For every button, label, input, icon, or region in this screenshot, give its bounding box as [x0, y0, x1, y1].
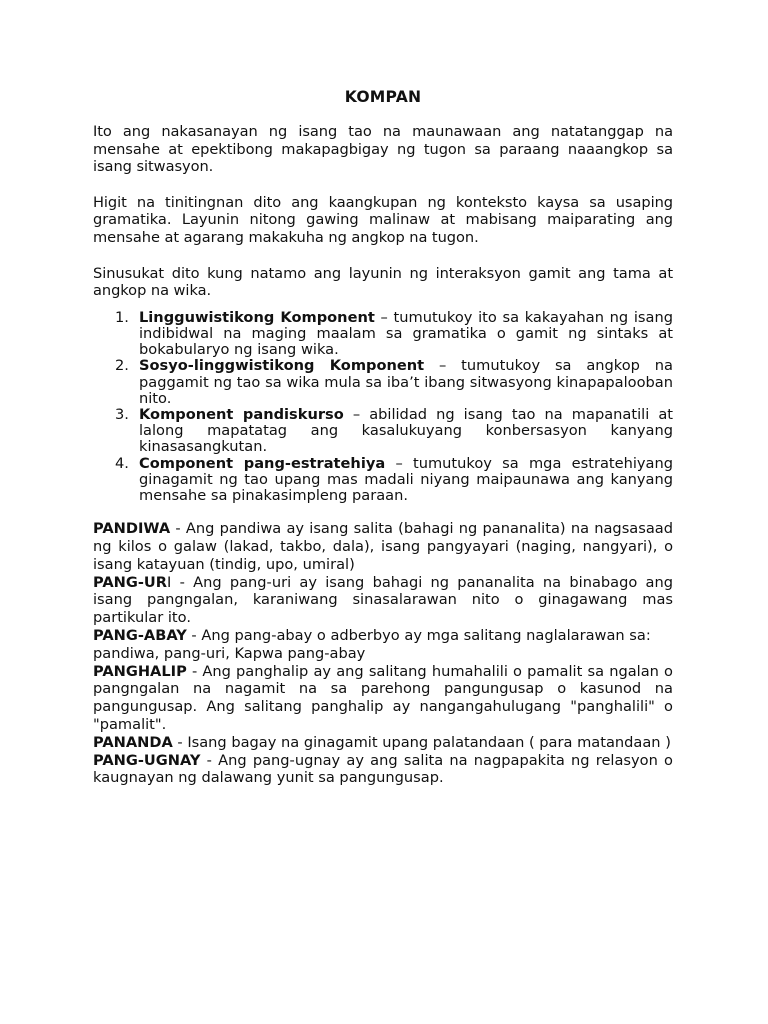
definition-panghalip [93, 663, 673, 734]
definition-text: - Ang pandiwa ay isang salita (bahagi ng pananalita) na nagsasaad ng kilos o galaw (lakad, takbo, dala), isang pangyayari (naging, nangyari), o isang katayuan (tindig, upo, umiral) [93, 520, 673, 573]
list-number: 2. [115, 357, 129, 375]
component-description: – tumutukoy ito sa kakayahan ng isang indibidwal na maging maalam sa gramatika o gamit ng sintaks at bokabularyo ng isang wika. [139, 308, 673, 359]
component-term: Component pang-estratehiya [139, 454, 386, 472]
component-description: – abilidad ng isang tao na mapanatili at lalong mapatatag ang kasalukuyang konbersasyon kanyang kinasasangkutan. [139, 405, 673, 456]
definition-pang-abay [93, 627, 673, 645]
definition-text: - Ang pang-ugnay ay ang salita na nagpapakita ng relasyon o kaugnayan ng dalawang yunit sa pangungusap. [93, 751, 673, 787]
list-number: 1. [115, 308, 129, 326]
list-item [93, 456, 673, 505]
list-item [93, 310, 673, 359]
definition-pananda [93, 734, 673, 752]
component-description: – tumutukoy sa angkop na paggamit ng tao sa wika mula sa iba’t ibang sitwasyong kinapapalooban nito. [139, 357, 673, 407]
intro-paragraph-1: Ito ang nakasanayan ng isang tao na maunawaan ang natatanggap na mensahe at epektibong makapagbigay ng tugon sa paraang naaangkop sa isang sitwasyon. [93, 123, 673, 176]
definition-term: PANG-UR [93, 573, 167, 591]
definition-text: - Ang pang-abay o adberbyo ay mga salitang naglalarawan sa: [186, 626, 651, 644]
list-number: 3. [115, 405, 129, 423]
document-content [93, 88, 673, 787]
intro-paragraph-2: Higit na tinitingnan dito ang kaangkupan ng konteksto kaysa sa usaping gramatika. Layunin nitong gawing malinaw at mabisang maiparating ang mensahe at agarang makakuha ng angkop na tugon. [93, 193, 673, 246]
list-item [93, 358, 673, 407]
definition-pandiwa [93, 520, 673, 573]
intro-paragraph-3: Sinusukat dito kung natamo ang layunin ng interaksyon gamit ang tama at angkop na wika. [93, 264, 673, 300]
component-term: Lingguwistikong Komponent [139, 308, 375, 326]
definition-term: PANG-UGNAY [93, 751, 201, 769]
definition-term: PANGHALIP [93, 662, 187, 680]
list-item [93, 407, 673, 456]
document-title: KOMPAN [344, 88, 422, 106]
list-number: 4. [115, 454, 129, 472]
component-list [93, 310, 673, 504]
definition-term: PANG-ABAY [93, 626, 187, 644]
definition-text: - Isang bagay na ginagamit upang palatandaan ( para matandaan ) [172, 733, 671, 751]
definition-term: PANANDA [93, 733, 173, 751]
component-term: Komponent pandiskurso [139, 405, 344, 423]
definition-pang-ugnay [93, 752, 673, 788]
definition-text: - Ang pang-uri ay isang bahagi ng pananalita na binabago ang isang pangngalan, karaniwang sinasalarawan nito o ginagawang mas partikular ito. [93, 573, 673, 627]
definition-text: - Ang panghalip ay ang salitang humahalili o pamalit sa ngalan o pangngalan na nagamit na sa parehong pangungusap o kasunod na pangungusap. Ang salitang panghalip ay nangangahulugang "panghalili" o "pamalit". [93, 662, 673, 733]
component-term: Sosyo-linggwistikong Komponent [139, 357, 425, 375]
definition-term: PANDIWA [93, 520, 171, 538]
definition-pang-abay-examples: pandiwa, pang-uri, Kapwa pang-abay [93, 644, 366, 662]
definition-term-suffix: I [167, 573, 172, 591]
component-description: – tumutukoy sa mga estratehiyang ginagamit ng tao upang mas madali niyang maipaunawa ang kanyang mensahe sa pinakasimpleng paraan. [139, 454, 673, 504]
definition-pang-uri [93, 574, 673, 627]
